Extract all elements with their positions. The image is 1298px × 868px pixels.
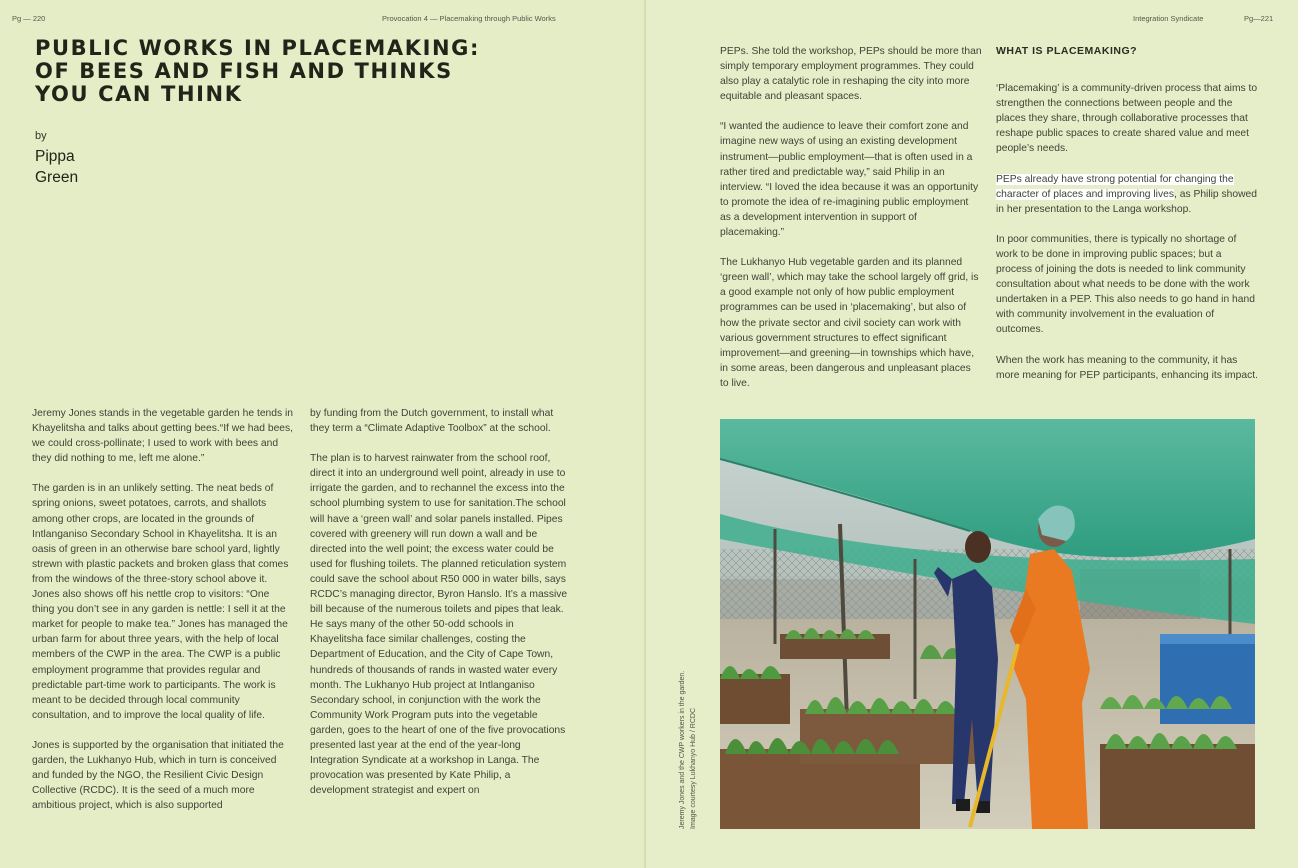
paragraph: Jones is supported by the organisation that initiated the garden, the Lukhanyo Hub, which in turn is conceived and funded by the NGO, the Resilient Civic Design Collective (RCDC). It is the seed of a much more ambitious project, which is also supported <box>32 739 284 812</box>
paragraph: by funding from the Dutch government, to install what they term a “Climate Adaptive Toolbox” at the school. <box>310 408 554 435</box>
title-line: YOU CAN THINK <box>35 82 243 106</box>
highlighted-text: PEPs already have strong potential for changing the character of places and improving lives <box>996 173 1234 200</box>
title-line: OF BEES AND FISH AND THINKS <box>35 59 453 83</box>
author-last-name: Green <box>35 169 79 186</box>
author-name <box>35 146 155 188</box>
article-title <box>35 37 555 106</box>
paragraph-highlighted <box>996 172 1258 217</box>
photo-caption <box>678 639 700 829</box>
author-first-name: Pippa <box>35 148 75 165</box>
section-heading: WHAT IS PLACEMAKING? <box>996 45 1138 57</box>
paragraph: “I wanted the audience to leave their comfort zone and imagine new ways of using an existing development instrument—public employment—that is often used in a rather tired and predictable way,” said Philip in an interview. “I loved the idea because it was an opportunity to promote the idea of re-imagining public employment as a development intervention in support of placemaking.” <box>720 121 979 239</box>
body-column-2 <box>310 406 568 813</box>
paragraph: When the work has meaning to the community, it has more meaning for PEP participants, enhancing its impact. <box>996 354 1258 381</box>
left-section-title: Provocation 4 — Placemaking through Public Works <box>382 14 556 23</box>
left-page-number: Pg — 220 <box>12 14 46 23</box>
caption-line: Jeremy Jones and the CWP workers in the garden. <box>679 670 686 829</box>
paragraph-rest: , as Philip showed in her presentation to the Langa workshop. <box>996 188 1257 215</box>
right-page-number: Pg—221 <box>1244 14 1274 23</box>
paragraph: Jeremy Jones stands in the vegetable garden he tends in Khayelitsha and talks about getting bees.“If we had bees, we could cross-pollinate; I used to work with bees and they did nothing to me, left me alone.” <box>32 408 294 465</box>
paragraph: The garden is in an unlikely setting. The neat beds of spring onions, sweet potatoes, carrots, and shallots among other crops, are located in the grounds of Intlanganiso Secondary School in Khayelitsha. It is an oasis of green in an otherwise bare school yard, lightly strewn with plastic packets and broken glass that comes from the windows of the three-story school above it. Jones also shows off his nettle crop to visitors: “One thing you don’t see in any garden is nettle: I sell it at the market for people to make tea.” Jones has managed the urban farm for about three years, with the help of local members of the CWP in the area. The CWP is a public employment programme that provides regular and predictable part-time work to participants. The work is meant to be decided through local community consultation, and to improve the local quality of life. <box>32 483 289 721</box>
body-column-1 <box>32 406 294 828</box>
garden-photo <box>720 419 1255 829</box>
title-line: PUBLIC WORKS IN PLACEMAKING: <box>35 36 480 60</box>
byline-label: by <box>35 130 47 142</box>
right-publication-name: Integration Syndicate <box>1133 14 1204 23</box>
paragraph: In poor communities, there is typically no shortage of work to be done in improving public spaces; but a process of joining the dots is needed to link community consultation about what needs to be done with the work undertaken in a PEP. This also needs to go hand in hand with community involvement in the evaluation of outcomes. <box>996 233 1255 336</box>
paragraph: ‘Placemaking’ is a community-driven process that aims to strengthen the connections between people and the places they share, through collaborative processes that reshape public spaces to create shared value and meet people’s needs. <box>996 83 1258 155</box>
paragraph: PEPs. She told the workshop, PEPs should be more than simply temporary employment programmes. They could also play a catalytic role in reshaping the city into more equitable and pleasant spaces. <box>720 46 982 103</box>
page-gutter <box>644 0 646 868</box>
caption-line: Image courtesy Lukhanyo Hub / RCDC <box>689 708 697 829</box>
body-column-3 <box>720 44 982 406</box>
body-column-4 <box>996 44 1258 398</box>
paragraph: The Lukhanyo Hub vegetable garden and its planned ‘green wall’, which may take the school largely off grid, is a good example not only of how public employment programmes can be used in ‘placemaking’, but also of how the private sector and civil society can work with various government structures to effect significant improvement—and greening—in townships which have, in some areas, been dangerous and unpleasant places to live. <box>720 257 979 389</box>
paragraph: The plan is to harvest rainwater from the school roof, direct it into an underground well point, already in use to irrigate the garden, and to rechannel the excess into the school plumbing system to use for sanitation.The school will have a ‘green wall’ and solar panels installed. Pipes covered with greenery will run down a wall and be directed into the well point; the excess water could be used for flushing toilets. The planned reticulation system could save the school about R50 000 in water bills, says RCDC’s managing director, Byron Hanslo. It’s a massive bill because of the numerous toilets and pipes that leak. He says many of the other 50-odd schools in Khayelitsha face similar challenges, costing the Department of Education, and the City of Cape Town, hundreds of thousands of rands in wasted water every month. The Lukhanyo Hub project at Intlanganiso Secondary school, in conjunction with the work the Community Work Program puts into the vegetable garden, goes to the heart of one of the five provocations presented last year at the end of the year-long Integration Syndicate at a workshop in Langa. The provocation was presented by Kate Philip, a development strategist and expert on <box>310 453 568 797</box>
